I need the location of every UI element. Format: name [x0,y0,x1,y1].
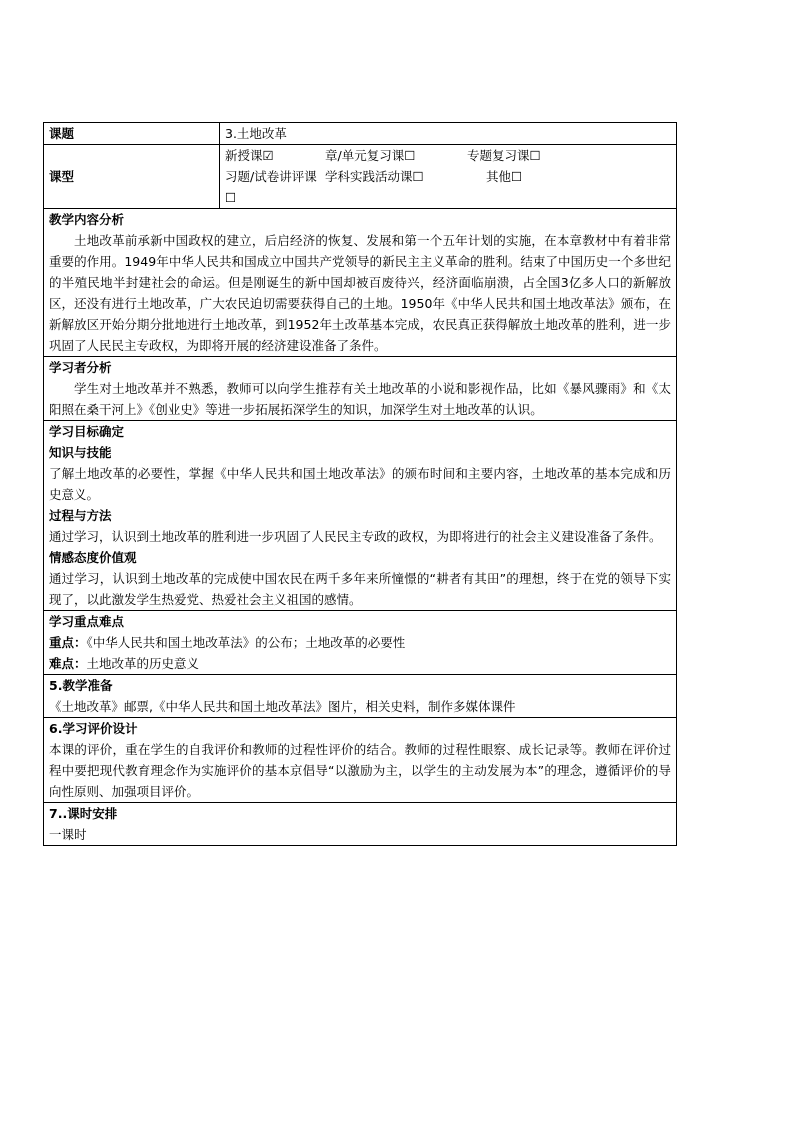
key-points-cell [44,611,677,675]
type-options [220,145,677,209]
learner-analysis-title: 学习者分析 [49,360,112,375]
schedule-text: 一课时 [49,827,87,842]
preparation-row [44,675,677,718]
focus-text: 《中华人民共和国土地改革法》的公布；土地改革的必要性 [86,635,406,650]
evaluation-cell [44,718,677,803]
lesson-plan-sheet [43,122,677,846]
process-text: 通过学习，认识到土地改革的胜利进一步巩固了人民民主专政的政权，为即将进行的社会主义建设准备了条件。 [49,529,662,544]
option-topic-review[interactable]: 专题复习课☐ [467,148,541,163]
content-analysis-text: 土地改革前承新中国政权的建立，后启经济的恢复、发展和第一个五年计划的实施，在本章教材中有着非常重要的作用。1949年中华人民共和国成立中国共产党领导的新民主主义革命的胜利。结束了中国历史一个多世纪的半殖民地半封建社会的命运。但是刚诞生的新中国却被百废待兴，经济面临崩溃，占全国3亿多人口的新解放区，还没有进行土地改革，广大农民迫切需要获得自己的土地。1950年《中华人民共和国土地改革法》颁布，在新解放区开始分期分批地进行土地改革，到1952年土改革基本完成，农民真正获得解放土地改革的胜利，进一步巩固了人民民主专政权，为即将开展的经济建设准备了条件。 [49,233,671,353]
learner-analysis-text: 学生对土地改革并不熟悉，教师可以向学生推荐有关土地改革的小说和影视作品，比如《暴风骤雨》和《太阳照在桑干河上》《创业史》等进一步拓展拓深学生的知识，加深学生对土地改革的认识。 [49,381,671,417]
emotion-text: 通过学习，认识到土地改革的完成使中国农民在两千多年来所憧憬的“耕者有其田”的理想，终于在党的领导下实现了，以此激发学生热爱党、热爱社会主义祖国的感情。 [49,571,671,607]
lesson-plan-table [43,122,677,846]
key-points-row [44,611,677,675]
type-options-row-2 [225,166,671,208]
learner-analysis-cell [44,357,677,421]
knowledge-title: 知识与技能 [49,445,112,460]
evaluation-row [44,718,677,803]
type-row [44,145,677,209]
option-practice-activity[interactable]: 学科实践活动课☐ [325,169,424,184]
objectives-cell [44,421,677,611]
difficulty-label: 难点： [49,656,87,671]
preparation-cell [44,675,677,718]
topic-label: 课题 [44,123,220,145]
schedule-row [44,803,677,846]
content-analysis-row [44,209,677,357]
process-title: 过程与方法 [49,508,112,523]
difficulty-line [49,653,671,674]
option-exercise-review[interactable]: 习题/试卷讲评课☐ [225,169,317,205]
focus-line [49,632,671,653]
type-label: 课型 [44,145,220,209]
evaluation-text: 本课的评价，重在学生的自我评价和教师的过程性评价的结合。教师的过程性眼察、成长记录等。教师在评价过程中要把现代教育理念作为实施评价的基本京倡导“以激励为主，以学生的主动发展为本”的理念，遵循评价的导向性原则、加强项目评价。 [49,742,671,799]
difficulty-text: 土地改革的历史意义 [86,656,200,671]
option-other[interactable]: 其他☐ [486,169,523,184]
knowledge-text: 了解土地改革的必要性，掌握《中华人民共和国土地改革法》的颁布时间和主要内容，土地改革的基本完成和历史意义。 [49,466,671,502]
emotion-title: 情感态度价值观 [49,550,137,565]
option-new-lesson[interactable]: 新授课☑ [225,148,274,163]
schedule-cell [44,803,677,846]
option-unit-review[interactable]: 章/单元复习课☐ [325,148,416,163]
evaluation-title: 6.学习评价设计 [49,721,138,736]
learner-analysis-row [44,357,677,421]
content-analysis-title: 教学内容分析 [49,212,125,227]
type-options-row-1 [225,145,671,166]
preparation-text: 《土地改革》邮票,《中华人民共和国土地改革法》图片，相关史料，制作多媒体课件 [49,699,516,714]
topic-value: 3.土地改革 [220,123,677,145]
objectives-row [44,421,677,611]
key-points-title: 学习重点难点 [49,614,125,629]
focus-label: 重点： [49,635,87,650]
preparation-title: 5.教学准备 [49,678,113,693]
schedule-title: 7..课时安排 [49,806,118,821]
content-analysis-cell [44,209,677,357]
topic-row [44,123,677,145]
objectives-title: 学习目标确定 [49,424,125,439]
